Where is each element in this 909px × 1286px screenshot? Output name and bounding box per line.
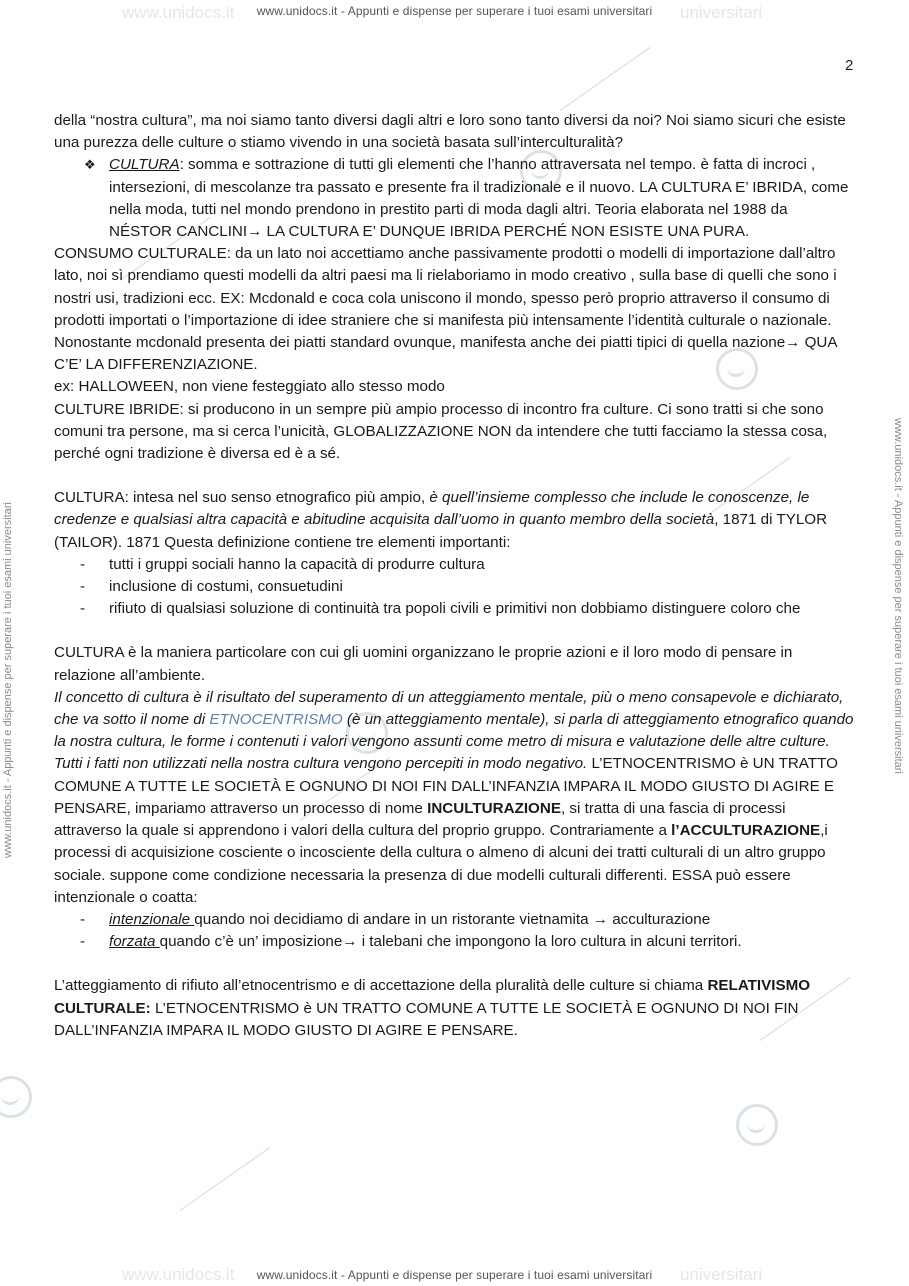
etno-italic-1: Il concetto di cultura è il risultato del superamento di un atteggiamento mentale, più o meno consapevole e dichiarato, che va sotto il nome di [54, 688, 844, 729]
watermark-right-side: www.unidocs.it - Appunti e dispense per superare i tuoi esami universitari [892, 418, 904, 774]
dash-mark: - [80, 910, 86, 928]
watermark-ghost-left-bottom: www.unidocs.it [122, 1265, 235, 1284]
watermark-top: www.unidocs.it - Appunti e dispense per superare i tuoi esami universitari [256, 4, 653, 18]
watermark-ghost-right-bottom: universitari [680, 1265, 763, 1284]
bullet-cultura [54, 154, 854, 243]
etnocentrismo-link: ETNOCENTRISMO [209, 711, 343, 729]
tylor-lead: CULTURA: intesa nel suo senso etnografico più ampio, [54, 489, 430, 507]
page-number: 2 [845, 57, 854, 74]
etno-text-3: ,i processi di acquisizione cosciente o incosciente della cultura o almeno di alcuni dei tratti culturali di un altro gruppo sociale. suppone come condizione necessaria la presenza di due modelli culturali differenti. ESSA può essere intenzionale o coatta: [54, 822, 828, 906]
paragraph-halloween: ex: HALLOWEEN, non viene festeggiato allo stesso modo [54, 378, 445, 396]
watermark-logo-icon [736, 1104, 778, 1146]
watermark-left-side: www.unidocs.it - Appunti e dispense per superare i tuoi esami universitari [2, 502, 14, 858]
list-acculturazione [54, 909, 854, 953]
term-inculturazione: INCULTURAZIONE [427, 799, 561, 817]
term-cultura: CULTURA [109, 156, 180, 174]
watermark-ghost-left: www.unidocs.it [122, 3, 235, 22]
dash-mark: - [80, 933, 86, 951]
dash-mark: - [80, 555, 86, 573]
tylor-definition: è quell’insieme complesso che include le conoscenze, le credenze e qualsiasi altra capacità e abitudine acquisita dall’uomo in quanto membro della società [54, 489, 810, 529]
list-item-text: quando noi decidiamo di andare in un ristorante vietnamita → acculturazione [194, 910, 711, 928]
list-item-text: rifiuto di qualsiasi soluzione di continuità tra popoli civili e primitivi non dobbiamo distinguere coloro che [109, 600, 801, 618]
term-relativismo-culturale: RELATIVISMO CULTURALE: [54, 977, 811, 1017]
paragraph-cultura-ambiente: CULTURA è la maniera particolare con cui gli uomini organizzano le proprie azioni e il loro modo di pensare in relazione all’ambiente. [54, 644, 793, 684]
diamond-bullet-icon: ❖ [84, 157, 96, 173]
watermark-logo-icon [0, 1076, 32, 1118]
dash-mark: - [80, 600, 86, 618]
etno-text-2: , si tratta di una fascia di processi attraverso la quale si apprendono i valori della cultura del proprio gruppo. Contrariamente a [54, 799, 786, 840]
term-intenzionale: intenzionale [109, 910, 195, 928]
bullet-cultura-text: : somma e sottrazione di tutti gli elementi che l’hanno attraversata nel tempo. è fatta di incroci , intersezioni, di mescolanze tra passato e presente fra il tradizionale e il nuovo. LA CULTURA E’ IBRIDA, come nella moda, tutti nel mondo prendono in prestito parti di moda dagli altri. Teoria elaborata nel 1988 da NÉSTOR CANCLINI→ LA CULTURA E’ DUNQUE IBRIDA PERCHÉ NON ESISTE UNA PURA. [109, 156, 849, 241]
watermark-bottom: www.unidocs.it - Appunti e dispense per superare i tuoi esami universitari [256, 1268, 653, 1282]
paragraph-culture-ibride: CULTURE IBRIDE: si producono in un sempre più ampio processo di incontro fra culture. Ci sono tratti si che sono comuni tra persone, ma si cerca l’unicità, GLOBALIZZAZIONE NON da intendere che tutti facciamo la stessa cosa, perché ogni tradizione è diversa ed è a sé. [54, 400, 828, 463]
paragraph-relativismo [54, 975, 854, 1042]
list-item-text: tutti i gruppi sociali hanno la capacità di produrre cultura [109, 555, 485, 573]
list-item [54, 598, 854, 620]
etno-text-1: L’ETNOCENTRISMO è UN TRATTO COMUNE A TUTTE LE SOCIETÀ E OGNUNO DI NOI FIN DALL’INFANZIA IMPARA IL MODO GIUSTO DI AGIRE E PENSARE, impariamo attraverso un processo di nome [54, 755, 838, 817]
watermark-stroke [180, 1147, 271, 1211]
paragraph-consumo-culturale: CONSUMO CULTURALE: da un lato noi accettiamo anche passivamente prodotti o modelli di importazione dall’altro lato, noi sì prendiamo questi modelli da altri paesi ma li rielaboriamo in modo creativo , sulla base di quelli che sono i nostri usi, tradizioni ecc. EX: Mcdonald e coca cola uniscono il mondo, spesso però proprio attraverso il consumo di prodotti importati o l’importazione di idee straniere che si manifesta più intensamente l’identità culturale o nazionale. Nonostante mcdonald presenta dei piatti standard ovunque, manifesta anche dei piatti tipici di quella nazione→ QUA C’E’ LA DIFFERENZIAZIONE. [54, 245, 837, 374]
dash-mark: - [80, 578, 86, 596]
watermark-stroke [560, 47, 651, 111]
etno-italic-2: (è un atteggiamento mentale), si parla di atteggiamento etnografico quando la nostra cultura, le forme i contenuti i valori vengono assunti come metro di misura e valutazione delle altre culture. Tutti i fatti non utilizzati nella nostra cultura vengono percepiti in modo negativo. [54, 711, 854, 773]
paragraph-tylor [54, 487, 854, 554]
document-body [54, 110, 854, 1042]
list-item [54, 931, 854, 953]
list-item [54, 909, 854, 931]
term-acculturazione: l’ACCULTURAZIONE [671, 822, 821, 840]
paragraph-intro: della “nostra cultura”, ma noi siamo tanto diversi dagli altri e loro sono tanto diversi da noi? Noi siamo sicuri che esiste una purezza delle culture o stiamo vivendo in una società basata sull’interculturalità? [54, 112, 846, 152]
list-item [54, 576, 854, 598]
term-forzata: forzata [109, 933, 160, 951]
list-item-text: inclusione di costumi, consuetudini [109, 578, 343, 596]
list-elements [54, 554, 854, 621]
list-item-text: quando c’è un’ imposizione→ i talebani che impongono la loro cultura in alcuni territori. [159, 933, 742, 951]
watermark-ghost-right: universitari [680, 3, 763, 22]
tylor-tail: , 1871 di TYLOR (TAILOR). 1871 Questa definizione contiene tre elementi importanti: [54, 511, 828, 551]
list-item [54, 554, 854, 576]
relativismo-lead: L’atteggiamento di rifiuto all’etnocentrismo e di accettazione della pluralità delle culture si chiama [54, 977, 708, 995]
paragraph-etnocentrismo [54, 687, 854, 909]
relativismo-tail: L’ETNOCENTRISMO è UN TRATTO COMUNE A TUTTE LE SOCIETÀ E OGNUNO DI NOI FIN DALL’INFANZIA IMPARA IL MODO GIUSTO DI AGIRE E PENSARE. [54, 999, 799, 1039]
